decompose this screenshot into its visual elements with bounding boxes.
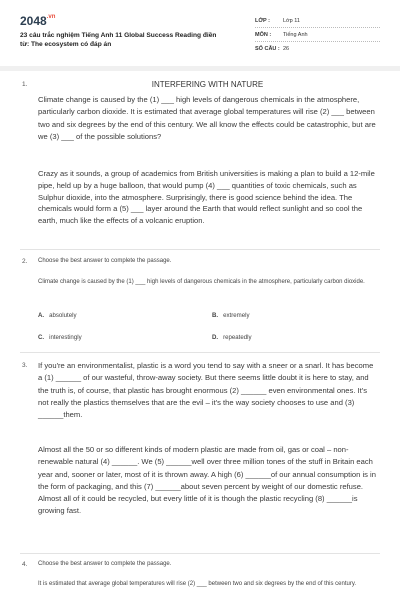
option-text: absolutely [49,312,77,319]
meta-label: LỚP : [255,18,270,24]
meta-divider [255,27,380,28]
question-number: 3. [22,362,28,369]
passage-title: INTERFERING WITH NATURE [151,80,264,89]
meta-subject [255,32,308,38]
question-instruction: Choose the best answer to complete the passage. [38,561,172,567]
passage-paragraph: If you're an environmentalist, plastic is a word you tend to say with a sneer or a snarl. It has become a (1) ______ of our wasteful, throw-away society. But there seems little doubt it is here to stay, and the truth is, of course, that plastic has brought enormous (2) ______ even environmental ones. It's not really the plastics themselves that are the evil – it's the way society chooses to use and (3) ______them. [38,361,374,420]
question-text: It is estimated that average global temperatures will rise (2) ___ between two and six degrees by the end of this century. [38,581,357,587]
question-number: 4. [22,561,28,568]
option-letter: C. [38,334,45,341]
meta-value: 26 [283,46,290,52]
question-divider [20,352,380,353]
option-text: repeatedly [223,334,252,341]
header-separator [0,66,400,71]
option-a[interactable] [38,312,77,319]
document-title: 23 câu trắc nghiệm Tiếng Anh 11 Global Success Reading điền từ: The ecosystem có đáp án [20,32,217,48]
meta-label: MÔN : [255,32,272,38]
option-text: extremely [223,312,250,319]
option-d[interactable] [212,334,252,341]
question-number: 2. [22,258,28,265]
meta-value: Tiếng Anh [283,32,308,38]
question-instruction: Choose the best answer to complete the passage. [38,258,172,264]
option-letter: B. [212,312,219,319]
meta-count [255,46,289,52]
option-b[interactable] [212,312,250,319]
option-text: interestingly [49,334,82,341]
passage-paragraph: Climate change is caused by the (1) ___ high levels of dangerous chemicals in the atmosphere, particularly carbon dioxide. It is estimated that average global temperatures will rise (2) ___ between two and six degrees by the end of this century. We all know the effects could be catastrophic, but are we (3) ___ of the possible solutions? [38,95,376,142]
question-divider [20,249,380,250]
logo-suffix: .vn [46,14,56,20]
meta-divider [255,41,380,42]
option-letter: D. [212,334,219,341]
meta-grade [255,18,300,24]
question-divider [20,553,380,554]
passage-paragraph: Crazy as it sounds, a group of academics from British universities is making a plan to build a 12-mile pipe, held up by a huge balloon, that would pump (4) ___ quantities of toxic chemicals, such as Sulphur dioxide, into the atmosphere. Surprisingly, there is good science behind the idea. The chemicals would form a (5) ___ layer around the Earth that would reflect sunlight and so cool the earth, much like the effects of a volcanic eruption. [38,169,375,226]
passage-paragraph: Almost all the 50 or so different kinds of modern plastic are made from oil, gas or coal – non-renewable natural (4) ______. We (5) ______well over three million tones of the stuff in Britain each year and, sooner or later, most of it is thrown away. A high (6) ______of our annual consumption is in the form of packaging, and this (7) ______about seven percent by weight of our domestic refuse. Almost all of it could be recycled, but every little of it is though the plastic recycling (8) ______is growing fast. [38,445,376,516]
question-text: Climate change is caused by the (1) ___ high levels of dangerous chemicals in the atmosphere, particularly carbon dioxide. [38,279,365,285]
question-number: 1. [22,81,28,88]
logo-text: 2048 [20,14,47,28]
meta-label: SỐ CÂU : [255,46,280,52]
site-logo[interactable] [20,14,55,28]
page-header [0,0,400,64]
option-c[interactable] [38,334,82,341]
meta-value: Lớp 11 [283,18,300,24]
option-letter: A. [38,312,45,319]
